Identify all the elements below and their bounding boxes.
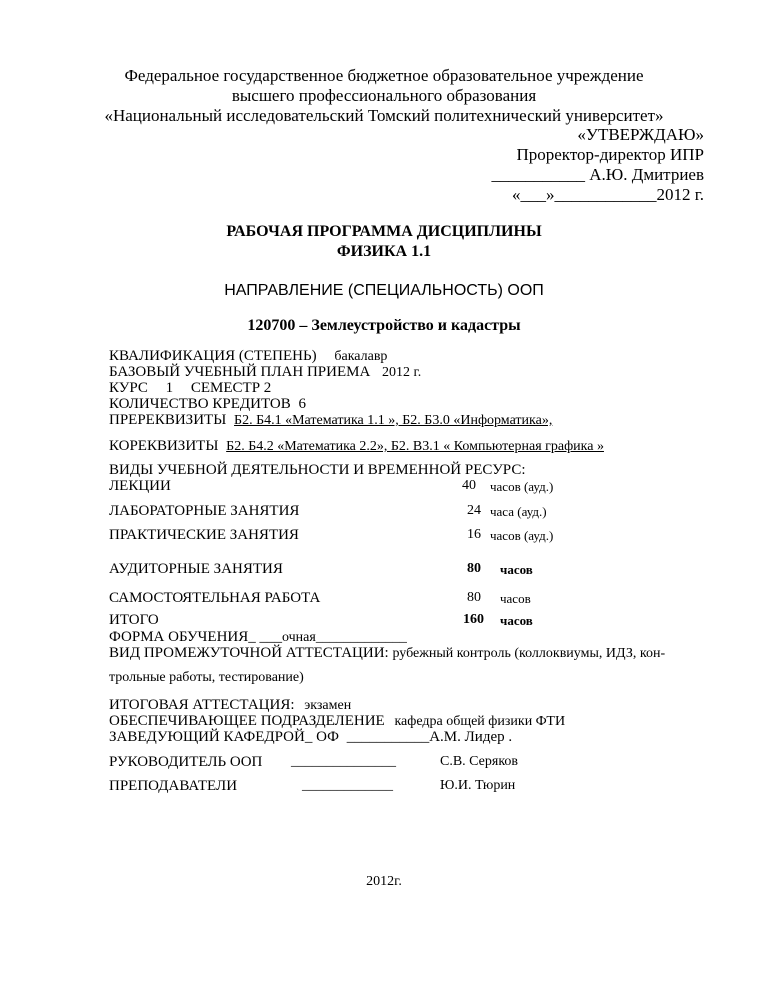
plan-row (109, 364, 421, 381)
study-form-label: ФОРМА ОБУЧЕНИЯ_ ___ (109, 629, 282, 645)
interim-attestation-value: рубежный контроль (коллоквиумы, ИДЗ, кон- (392, 646, 666, 661)
qualification-label: КВАЛИФИКАЦИЯ (СТЕПЕНЬ) (109, 348, 317, 364)
direction-label: НАПРАВЛЕНИЕ (СПЕЦИАЛЬНОСТЬ) ООП (224, 282, 544, 299)
qualification-row (109, 348, 387, 365)
teachers-label: ПРЕПОДАВАТЕЛИ (109, 778, 238, 794)
study-form-value: очная_____________ (282, 630, 407, 645)
activity-label: ЛЕКЦИИ (109, 478, 171, 494)
activity-unit: часов (500, 591, 531, 606)
course-label: КУРС (109, 380, 148, 396)
department-head-value: ___________А.М. Лидер . (346, 729, 513, 745)
provider-value: кафедра общей физики ФТИ (394, 714, 566, 729)
activity-row (109, 478, 171, 495)
institution-line-2: высшего профессионального образования (231, 86, 537, 105)
activity-unit: часов (ауд.) (490, 528, 554, 543)
institution-line-3: «Национальный исследовательский Томский политехнический университет» (104, 106, 664, 125)
study-form-row (109, 629, 407, 646)
activity-value: 16 (467, 527, 481, 542)
interim-attestation-row (109, 645, 665, 662)
activity-unit: часов (500, 562, 533, 577)
activity-value: 160 (463, 612, 484, 627)
plan-value: 2012 г. (382, 365, 422, 380)
institution-line-1: Федеральное государственное бюджетное образовательное учреждение (124, 66, 644, 85)
approval-stamp: «УТВЕРЖДАЮ» (577, 125, 704, 144)
semester-label: СЕМЕСТР 2 (190, 380, 272, 396)
course-value: 1 (165, 380, 174, 396)
program-leader-label: РУКОВОДИТЕЛЬ ООП (109, 754, 263, 770)
final-attestation-label: ИТОГОВАЯ АТТЕСТАЦИЯ: (109, 697, 295, 713)
activity-label: ЛАБОРАТОРНЫЕ ЗАНЯТИЯ (109, 503, 300, 519)
interim-attestation-continuation: трольные работы, тестирование) (109, 670, 304, 685)
approval-position: Проректор-директор ИПР (516, 145, 704, 164)
interim-attestation-label: ВИД ПРОМЕЖУТОЧНОЙ АТТЕСТАЦИИ: (109, 645, 389, 661)
credits-value: 6 (298, 396, 307, 412)
prerequisites-value: Б2. Б4.1 «Математика 1.1 », Б2. Б3.0 «Информатика», (234, 413, 553, 428)
activity-row (109, 590, 320, 607)
course-row (109, 380, 271, 397)
final-attestation-row (109, 697, 351, 714)
direction-value: 120700 – Землеустройство и кадастры (247, 317, 521, 334)
corequisites-value: Б2. Б4.2 «Математика 2.2», Б2. В3.1 « Компьютерная графика » (226, 439, 604, 454)
department-head-label: ЗАВЕДУЮЩИЙ КАФЕДРОЙ_ ОФ (109, 729, 339, 745)
approval-signature: ___________ А.Ю. Дмитриев (491, 165, 704, 184)
credits-label: КОЛИЧЕСТВО КРЕДИТОВ (109, 396, 291, 412)
activities-heading: ВИДЫ УЧЕБНОЙ ДЕЯТЕЛЬНОСТИ И ВРЕМЕННОЙ РЕСУРС: (109, 462, 526, 478)
corequisites-label: КОРЕКВИЗИТЫ (109, 438, 219, 454)
qualification-value: бакалавр (334, 349, 388, 364)
activity-value: 24 (467, 503, 481, 518)
provider-label: ОБЕСПЕЧИВАЮЩЕЕ ПОДРАЗДЕЛЕНИЕ (109, 713, 385, 729)
department-head-row (109, 729, 512, 746)
prerequisites-row (109, 412, 552, 429)
activity-value: 80 (467, 590, 481, 605)
activity-unit: часов (500, 613, 533, 628)
corequisites-row (109, 438, 604, 455)
document-title: РАБОЧАЯ ПРОГРАММА ДИСЦИПЛИНЫ (226, 223, 542, 240)
program-leader-name: С.В. Серяков (440, 754, 519, 769)
activity-unit: часа (ауд.) (490, 504, 547, 519)
discipline-title: ФИЗИКА 1.1 (336, 243, 432, 260)
activity-label: ИТОГО (109, 612, 159, 628)
program-leader-signature-line: _______________ (291, 754, 396, 769)
provider-row (109, 713, 565, 730)
teachers-name: Ю.И. Тюрин (440, 778, 516, 793)
activity-row (109, 503, 299, 520)
plan-label: БАЗОВЫЙ УЧЕБНЫЙ ПЛАН ПРИЕМА (109, 364, 371, 380)
activity-label: АУДИТОРНЫЕ ЗАНЯТИЯ (109, 561, 283, 577)
approval-date: «___»____________2012 г. (511, 185, 704, 204)
activity-label: САМОСТОЯТЕЛЬНАЯ РАБОТА (109, 590, 321, 606)
activity-row (109, 527, 299, 544)
activity-row (109, 561, 283, 578)
prerequisites-label: ПРЕРЕКВИЗИТЫ (109, 412, 227, 428)
activity-unit: часов (ауд.) (490, 479, 554, 494)
credits-row (109, 396, 306, 413)
activity-value: 80 (467, 561, 481, 576)
teachers-signature-line: _____________ (302, 778, 393, 793)
activity-label: ПРАКТИЧЕСКИЕ ЗАНЯТИЯ (109, 527, 299, 543)
activity-row (109, 612, 159, 629)
footer-year: 2012г. (366, 874, 402, 889)
final-attestation-value: экзамен (304, 698, 352, 713)
activity-value: 40 (462, 478, 476, 493)
